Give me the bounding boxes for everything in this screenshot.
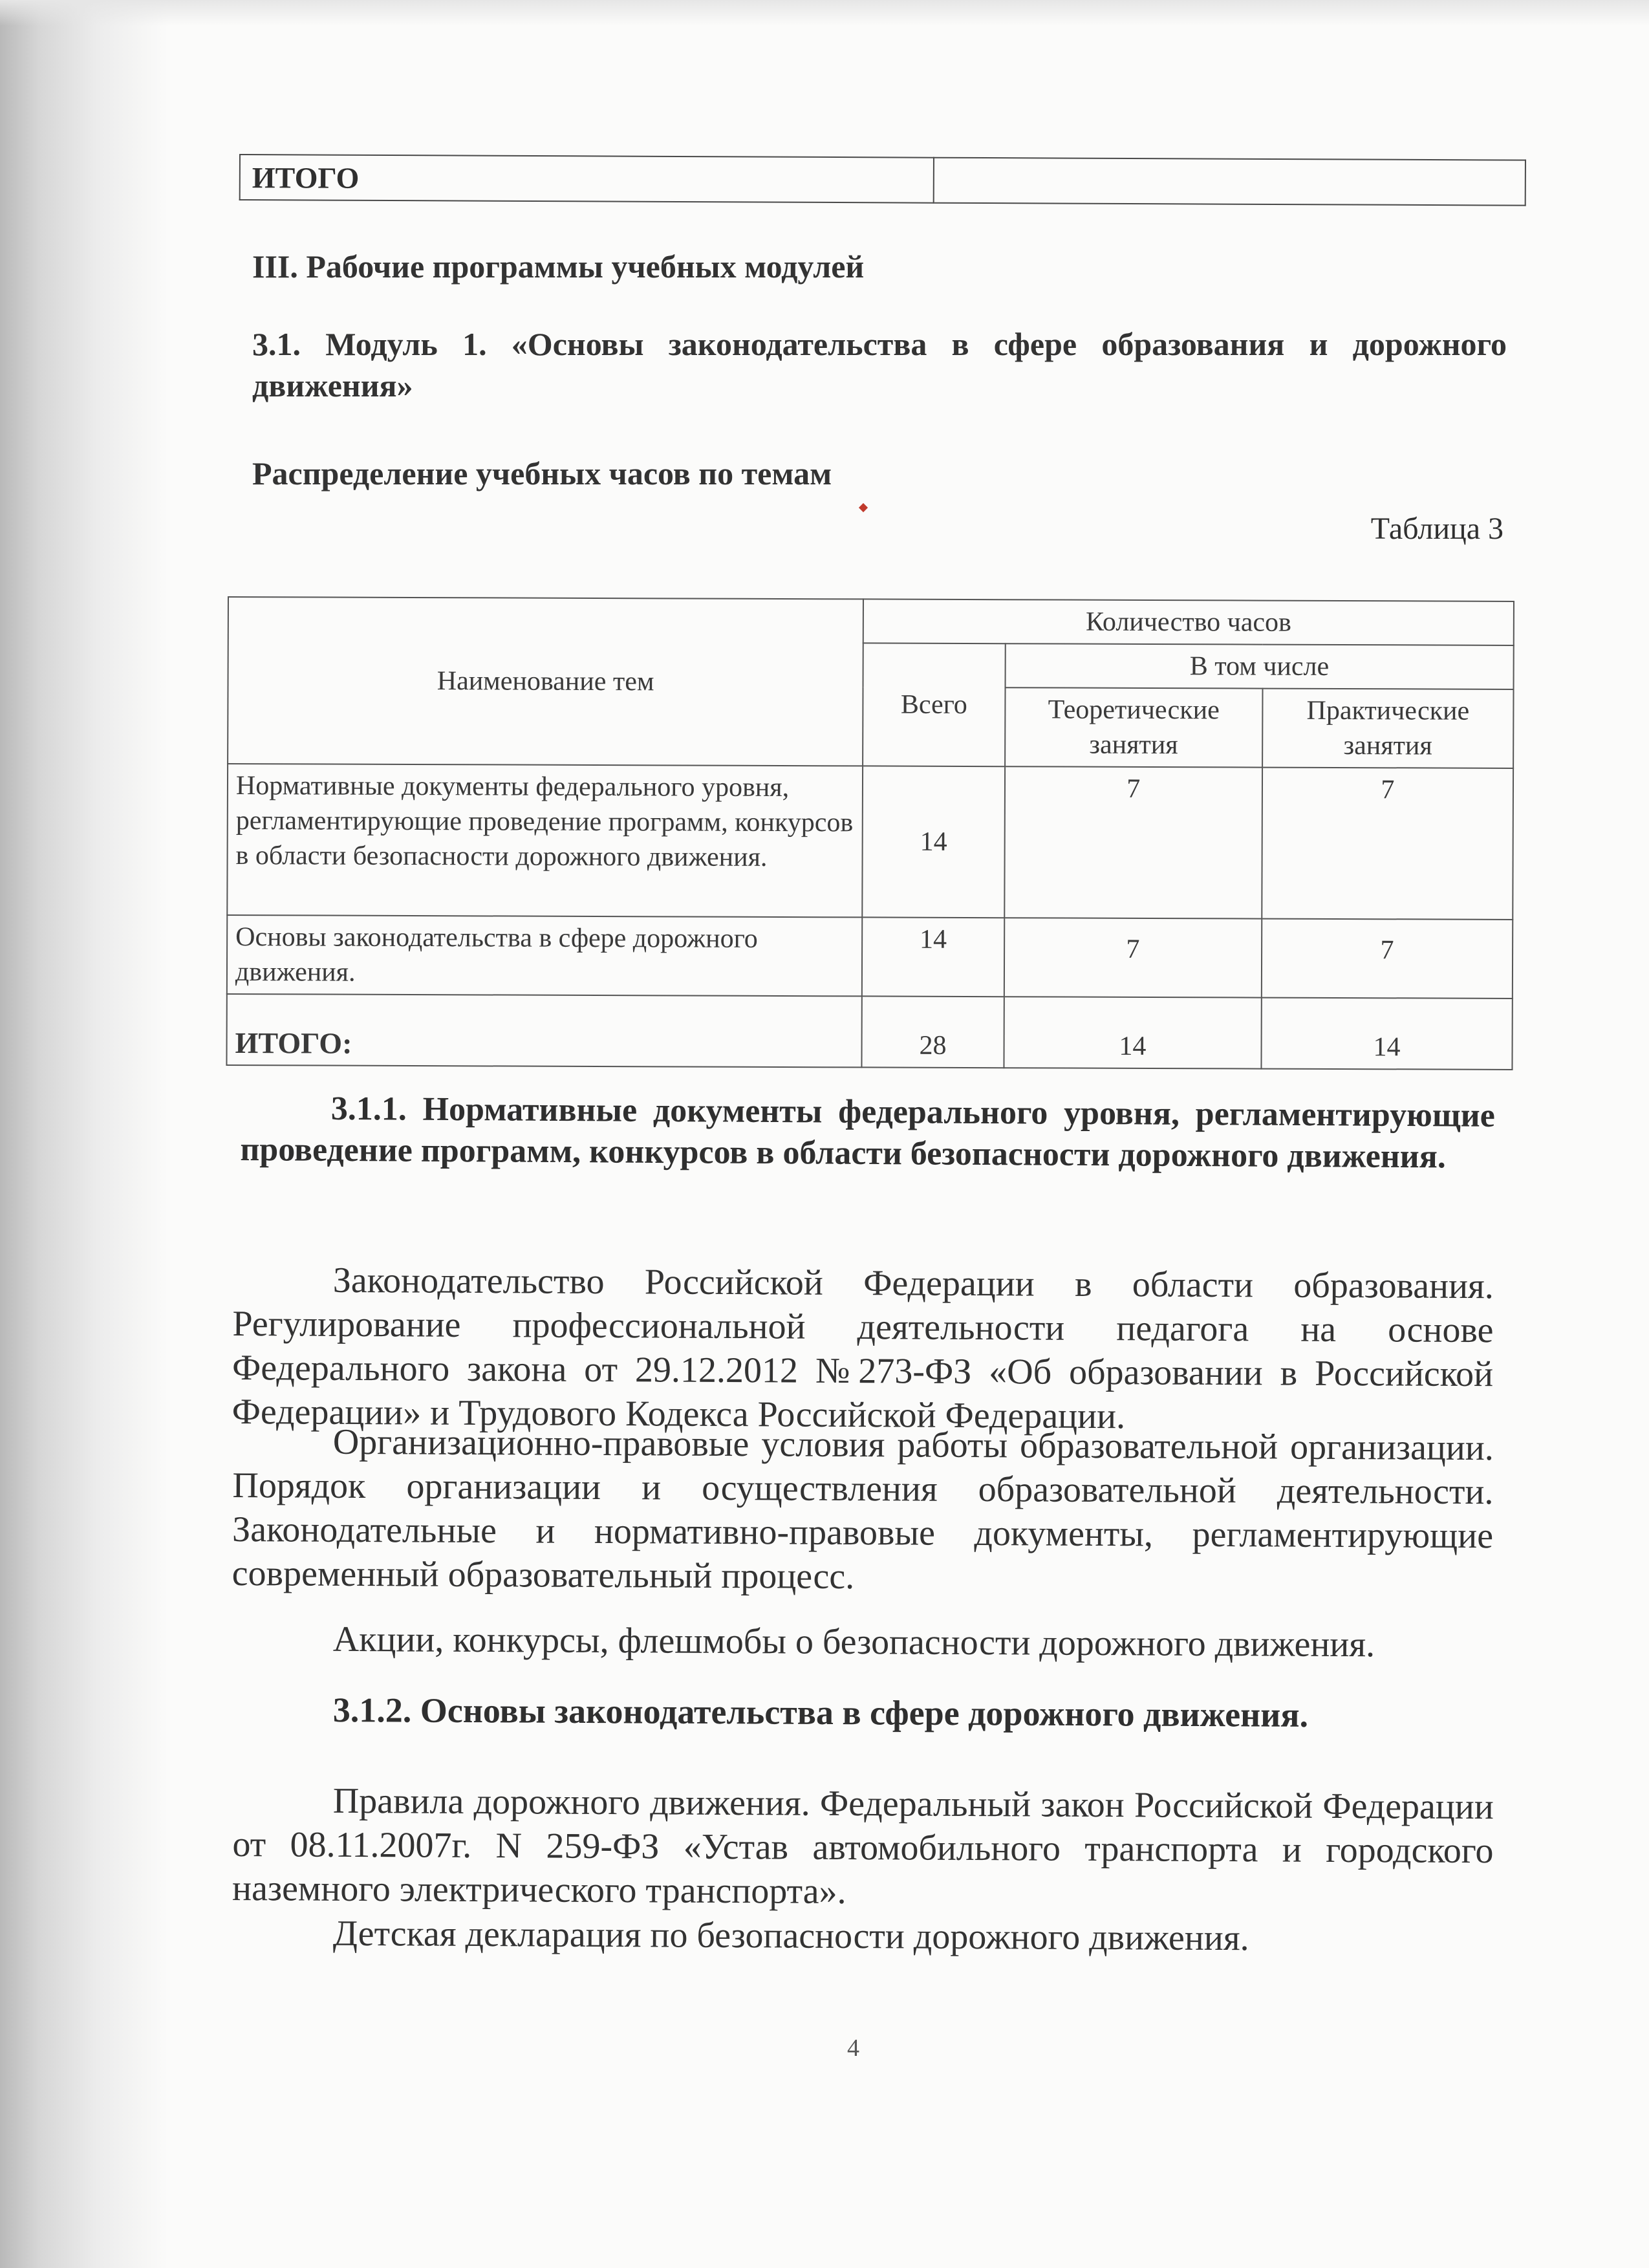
paragraph-text: Организационно-правовые условия работы образовательной организации. Порядок организации и осуществления образовательной деятельности. Законодательные и нормативно-правовые документы, регламентирующие современный образовательный процесс. <box>232 1421 1494 1597</box>
table-row <box>240 155 1525 206</box>
total-label: ИТОГО: <box>226 994 862 1067</box>
paragraph-text: Правила дорожного движения. Федеральный закон Российской Федерации от 08.11.2007г. N 259-ФЗ «Устав автомобильного транспорта и городского наземного электрического транспорта». <box>232 1780 1494 1912</box>
row-total: 14 <box>862 766 1004 918</box>
module-title: 3.1. Модуль 1. «Основы законодательства в сфере образования и дорожного движения» <box>252 326 1507 404</box>
table-total-row <box>226 994 1512 1070</box>
paragraph <box>232 1778 1494 1917</box>
itogo-continuation-table <box>239 154 1526 206</box>
hours-distribution-table <box>226 596 1514 1070</box>
paragraph <box>232 1258 1494 1440</box>
total-hours: 28 <box>862 996 1004 1068</box>
paragraph <box>232 1420 1494 1602</box>
paragraph-text: Законодательство Российской Федерации в области образования. Регулирование профессиональной деятельности педагога на основе Федерального закона от 29.12.2012 №273-ФЗ «Об образовании в Российской Федерации» и Трудового Кодекса Российской Федерации. <box>232 1260 1494 1437</box>
section-title: III. Рабочие программы учебных модулей <box>252 248 865 285</box>
header-including: В том числе <box>1005 643 1514 689</box>
subsection-2-title: 3.1.2. Основы законодательства в сфере дорожного движения. <box>332 1690 1309 1734</box>
header-hours: Количество часов <box>863 599 1514 645</box>
table-caption: Таблица 3 <box>1370 512 1503 546</box>
subsection-1-title-text: 3.1.1. Нормативные документы федерального уровня, регламентирующие проведение программ, конкурсов в области безопасности дорожного движения. <box>240 1090 1495 1176</box>
row-practice: 7 <box>1262 919 1513 999</box>
table-row <box>227 915 1513 999</box>
header-topic: Наименование тем <box>228 597 863 766</box>
row-theory: 7 <box>1004 766 1262 918</box>
row-total: 14 <box>862 917 1004 997</box>
paragraph <box>233 1617 1494 1667</box>
row-topic: Нормативные документы федерального уровня, регламентирующие проведение программ, конкурсов в области безопасности дорожного движения. <box>227 764 863 917</box>
paragraph-text: Детская декларация по безопасности дорожного движения. <box>332 1913 1249 1959</box>
distribution-title: Распределение учебных часов по темам <box>252 455 832 491</box>
header-practice: Практические занятия <box>1262 689 1513 768</box>
page-number: 4 <box>847 2035 859 2062</box>
table-header-row <box>228 597 1514 645</box>
red-pen-mark <box>859 503 868 512</box>
header-total: Всего <box>863 643 1005 766</box>
total-practice: 14 <box>1261 998 1512 1070</box>
itogo-value <box>934 158 1525 206</box>
row-practice: 7 <box>1262 768 1513 920</box>
total-theory: 14 <box>1004 997 1262 1068</box>
table-row <box>227 764 1513 920</box>
subsection-1-title <box>240 1088 1495 1178</box>
itogo-label: ИТОГО <box>240 155 934 203</box>
row-theory: 7 <box>1004 918 1262 997</box>
row-topic: Основы законодательства в сфере дорожного движения. <box>227 915 863 996</box>
paragraph-text: Акции, конкурсы, флешмобы о безопасности дорожного движения. <box>332 1619 1375 1665</box>
paragraph <box>233 1911 1494 1961</box>
header-theory: Теоретические занятия <box>1005 687 1263 767</box>
